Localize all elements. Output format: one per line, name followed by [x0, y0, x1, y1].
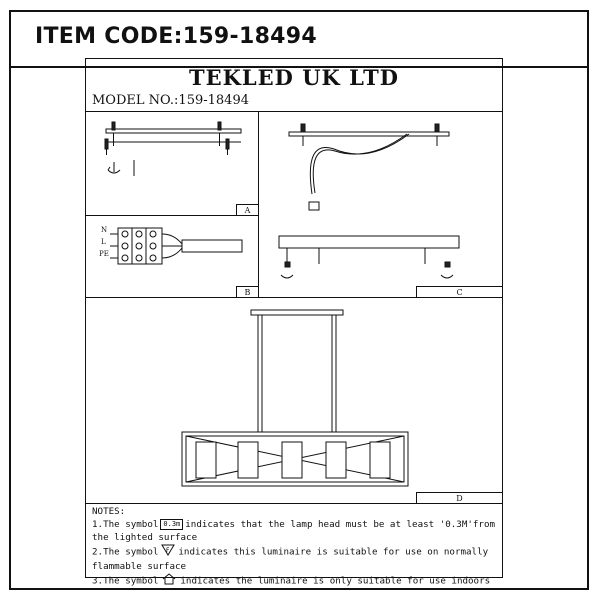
- diagram-d-luminaire: [86, 298, 504, 503]
- indoor-house-icon: [161, 573, 177, 589]
- terminal-label-l: L: [101, 238, 106, 246]
- panel-label-d: D: [416, 492, 502, 503]
- note-2-symbol-text: F: [166, 547, 170, 554]
- notes-divider: [86, 503, 502, 504]
- terminal-label-pe: PE: [99, 250, 109, 258]
- panel-label-b: B: [236, 286, 258, 297]
- distance-symbol-icon: [160, 519, 183, 530]
- note-2-cont: flammable surface: [92, 561, 187, 572]
- diagram-a-ceiling-bracket: [86, 112, 258, 215]
- notes-section: [92, 505, 496, 589]
- note-2-prefix: 2.The symbol: [92, 546, 159, 558]
- panel-label-c: C: [416, 286, 502, 297]
- note-1-cont: the lighted surface: [92, 532, 198, 543]
- flammable-surface-icon: [161, 544, 175, 560]
- diagram-b-terminal-block: [86, 216, 258, 297]
- item-code: ITEM CODE:159-18494: [35, 24, 317, 49]
- instruction-sheet: [85, 58, 503, 587]
- note-1-prefix: 1.The symbol: [92, 519, 159, 530]
- model-number: MODEL NO.:159-18494: [92, 93, 249, 108]
- note-1-text: indicates that the lamp head must be at least '0.3M'from: [185, 519, 496, 530]
- note-2-text: indicates this luminaire is suitable for use on normally: [178, 546, 489, 558]
- note-2: [92, 544, 492, 560]
- company-name: TEKLED UK LTD: [189, 65, 399, 90]
- notes-title: NOTES:: [92, 506, 126, 517]
- note-3-prefix: 3.The symbol: [92, 575, 159, 587]
- panel-label-a: A: [236, 204, 258, 215]
- terminal-label-n: N: [101, 226, 108, 234]
- diagram-c-ceiling-wiring: [259, 112, 504, 286]
- note-3-text: indicates the luminaire is only suitable for use indoors: [180, 575, 491, 587]
- note-1: [92, 518, 496, 531]
- note-3: [92, 573, 492, 589]
- note-1-symbol-text: 0.3m: [163, 520, 181, 528]
